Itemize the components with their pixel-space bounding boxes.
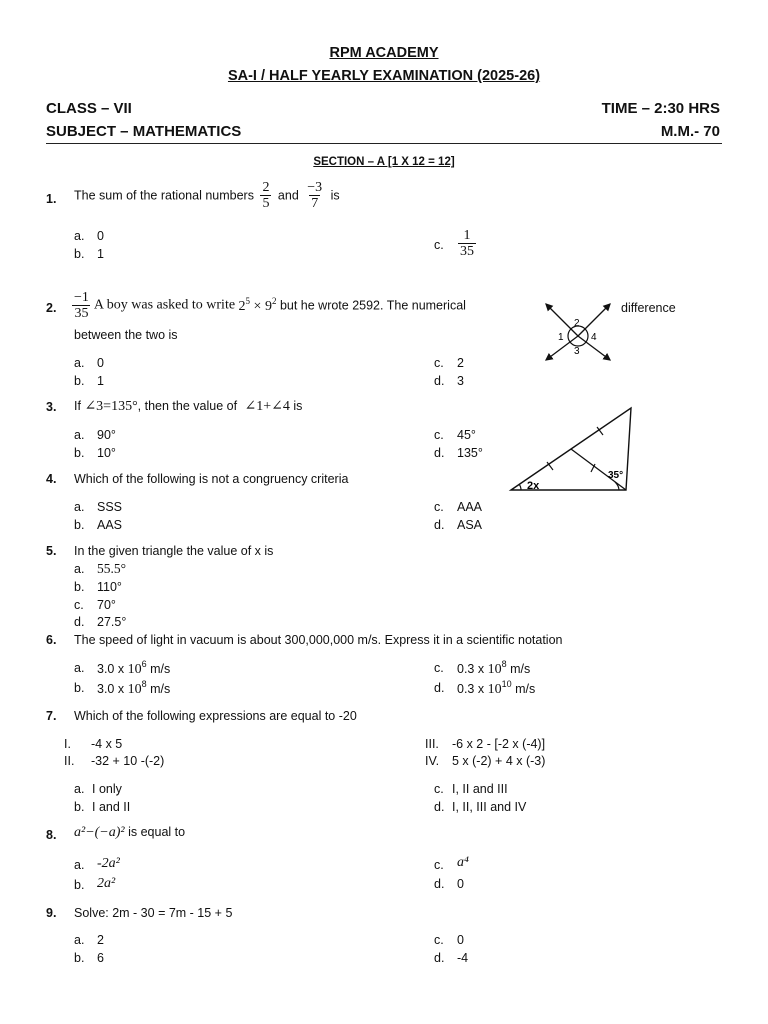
q9-option-d: -4 — [457, 951, 469, 965]
q6-option-a-label: a. — [74, 661, 85, 675]
angle-arc-2x — [519, 484, 521, 490]
q4-option-b: AAS — [97, 518, 123, 532]
q2-option-c-label: c. — [434, 356, 444, 370]
q6-option-c: 0.3 x $10^8$ m/s — [457, 659, 531, 677]
q9-option-b: 6 — [97, 951, 104, 965]
q7-option-c-label: c. — [434, 782, 444, 796]
q3-text-b: , then the value of — [137, 399, 238, 413]
q3-option-c-label: c. — [434, 428, 444, 442]
q8-option-d-label: d. — [434, 877, 445, 891]
q7-number: 7. — [46, 709, 57, 723]
time-label: TIME – 2:30 HRS — [601, 100, 720, 117]
q5-option-c: 70° — [97, 598, 116, 612]
q8-option-d: 0 — [457, 877, 464, 891]
q9-option-a: 2 — [97, 933, 104, 947]
q7-item-ii: -32 + 10 -(-2) — [91, 754, 165, 768]
q1-option-b-label: b. — [74, 247, 85, 261]
q7-option-b: I and II — [92, 800, 131, 814]
q2-option-d-label: d. — [434, 374, 445, 388]
q3-option-a: 90° — [97, 428, 116, 442]
q5-text: In the given triangle the value of x is — [74, 544, 274, 558]
school-name: RPM ACADEMY — [329, 45, 439, 61]
angle-label-3: 3 — [574, 346, 580, 357]
q2-question — [72, 290, 466, 321]
q4-option-b-label: b. — [74, 518, 85, 532]
angle-label-4: 4 — [591, 332, 597, 343]
q6-option-d: 0.3 x $10^{10}$ m/s — [457, 679, 536, 697]
q9-number: 9. — [46, 906, 57, 920]
q3-option-a-label: a. — [74, 428, 85, 442]
q3-option-d: 135° — [457, 446, 483, 460]
section-heading: SECTION – A [1 X 12 = 12] — [313, 156, 455, 168]
q5-number: 5. — [46, 544, 57, 558]
q3-option-d-label: d. — [434, 446, 445, 460]
q2-number: 2. — [46, 301, 57, 315]
q9-option-c-label: c. — [434, 933, 444, 947]
q5-option-b: 110° — [97, 580, 122, 594]
q6-option-d-label: d. — [434, 681, 445, 695]
q2-text-d: between the two is — [74, 328, 178, 342]
q1-text-b: is — [330, 188, 340, 203]
q8-expression: a²−(−a)² — [74, 825, 125, 840]
q4-option-d: ASA — [457, 518, 483, 532]
q6-option-b: 3.0 x $10^8$ m/s — [97, 679, 171, 697]
q7-item-i: -4 x 5 — [91, 737, 123, 751]
q2-option-d: 3 — [457, 374, 464, 388]
q3-option-c: 45° — [457, 428, 476, 442]
q5-option-b-label: b. — [74, 580, 85, 594]
q8-option-c: a⁴ — [457, 855, 469, 870]
q1-option-b: 1 — [97, 247, 104, 261]
q4-number: 4. — [46, 472, 57, 486]
q2-text-c: difference — [621, 301, 676, 315]
q8-option-a-label: a. — [74, 858, 85, 872]
angle-label-35: 35° — [608, 470, 624, 481]
q6-text: The speed of light in vacuum is about 300,000,000 m/s. Express it in a scientific notation — [74, 633, 563, 647]
q2-text-b: but he wrote 2592. The numerical — [279, 298, 466, 313]
q9-text: Solve: 2m - 30 = 7m - 15 + 5 — [74, 906, 233, 920]
q1-option-a: 0 — [97, 229, 104, 243]
marks-label: M.M.- 70 — [660, 123, 720, 140]
q2-power-expression: $2^5 \times 9^2$ — [238, 296, 277, 314]
q1-option-c: $\frac{1}{35}$ — [460, 228, 474, 259]
q5-option-c-label: c. — [74, 598, 84, 612]
q8-option-c-label: c. — [434, 858, 444, 872]
q4-option-c: AAA — [457, 500, 483, 514]
q4-text: Which of the following is not a congruency criteria — [74, 472, 349, 486]
q2-lead-fraction: $\frac{-1}{35}$ — [74, 290, 89, 321]
q4-option-a-label: a. — [74, 500, 85, 514]
q7-option-d-label: d. — [434, 800, 445, 814]
q3-angle-expression: ∠3=135° — [84, 399, 138, 414]
q2-option-c: 2 — [457, 356, 464, 370]
q7-item-iii-label: III. — [425, 737, 439, 751]
q1-option-a-label: a. — [74, 229, 85, 243]
q1-number: 1. — [46, 192, 57, 206]
q1-and: and — [277, 188, 299, 203]
q7-option-a: I only — [92, 782, 122, 796]
q6-option-a: 3.0 x $10^6$ m/s — [97, 659, 171, 677]
q9-option-b-label: b. — [74, 951, 85, 965]
q1-option-c-label: c. — [434, 238, 444, 252]
q3-option-b: 10° — [97, 446, 116, 460]
q7-item-ii-label: II. — [64, 754, 75, 768]
q8-option-a: -2a² — [97, 856, 120, 871]
q1-question — [74, 180, 340, 211]
q3-question — [74, 398, 302, 415]
q7-option-c: I, II and III — [452, 782, 508, 796]
triangle-figure — [505, 402, 639, 496]
q5-option-d-label: d. — [74, 615, 85, 629]
q6-number: 6. — [46, 633, 57, 647]
q8-option-b-label: b. — [74, 878, 85, 892]
q8-option-b: 2a² — [97, 876, 116, 891]
q8-text: is equal to — [128, 825, 186, 839]
angle-label-2: 2 — [574, 318, 580, 329]
crossing-lines-figure — [538, 298, 618, 362]
q8-number: 8. — [46, 828, 57, 842]
q7-option-b-label: b. — [74, 800, 85, 814]
q2-option-a-label: a. — [74, 356, 85, 370]
q4-option-c-label: c. — [434, 500, 444, 514]
angle-label-2x: 2x — [527, 480, 540, 492]
q9-option-c: 0 — [457, 933, 464, 947]
q9-option-d-label: d. — [434, 951, 445, 965]
q1-fraction-1: $\frac{2}{5}$ — [262, 180, 270, 211]
q7-item-iv-label: IV. — [425, 754, 440, 768]
q7-option-a-label: a. — [74, 782, 85, 796]
q7-option-d: I, II, III and IV — [452, 800, 527, 814]
q2-option-b-label: b. — [74, 374, 85, 388]
q3-sum-expression: ∠1+∠4 — [244, 399, 290, 414]
q5-option-d: 27.5° — [97, 615, 127, 629]
q5-option-a: 55.5° — [97, 561, 127, 576]
q8-question — [74, 825, 185, 841]
q1-text-a: The sum of the rational numbers — [74, 188, 254, 203]
q6-option-b-label: b. — [74, 681, 85, 695]
q2-text-a: A boy was asked to write — [93, 297, 236, 313]
q4-option-d-label: d. — [434, 518, 445, 532]
q2-option-a: 0 — [97, 356, 104, 370]
q7-item-iii: -6 x 2 - [-2 x (-4)] — [452, 737, 546, 751]
q1-fraction-2: $\frac{-3}{7}$ — [307, 180, 323, 211]
header-divider — [46, 143, 722, 144]
angle-label-1: 1 — [558, 332, 564, 343]
q3-number: 3. — [46, 400, 57, 414]
q3-text-c: is — [293, 399, 303, 413]
q4-option-a: SSS — [97, 500, 123, 514]
q3-text-a: If — [74, 399, 81, 413]
q7-text: Which of the following expressions are equal to -20 — [74, 709, 357, 723]
q7-item-iv: 5 x (-2) + 4 x (-3) — [452, 754, 546, 768]
q7-item-i-label: I. — [64, 737, 71, 751]
q5-option-a-label: a. — [74, 562, 85, 576]
exam-title: SA-I / HALF YEARLY EXAMINATION (2025-26) — [227, 68, 541, 84]
q2-option-b: 1 — [97, 374, 104, 388]
q6-option-c-label: c. — [434, 661, 444, 675]
subject-label: SUBJECT – MATHEMATICS — [46, 123, 242, 140]
class-label: CLASS – VII — [46, 100, 132, 117]
q3-option-b-label: b. — [74, 446, 85, 460]
q9-option-a-label: a. — [74, 933, 85, 947]
